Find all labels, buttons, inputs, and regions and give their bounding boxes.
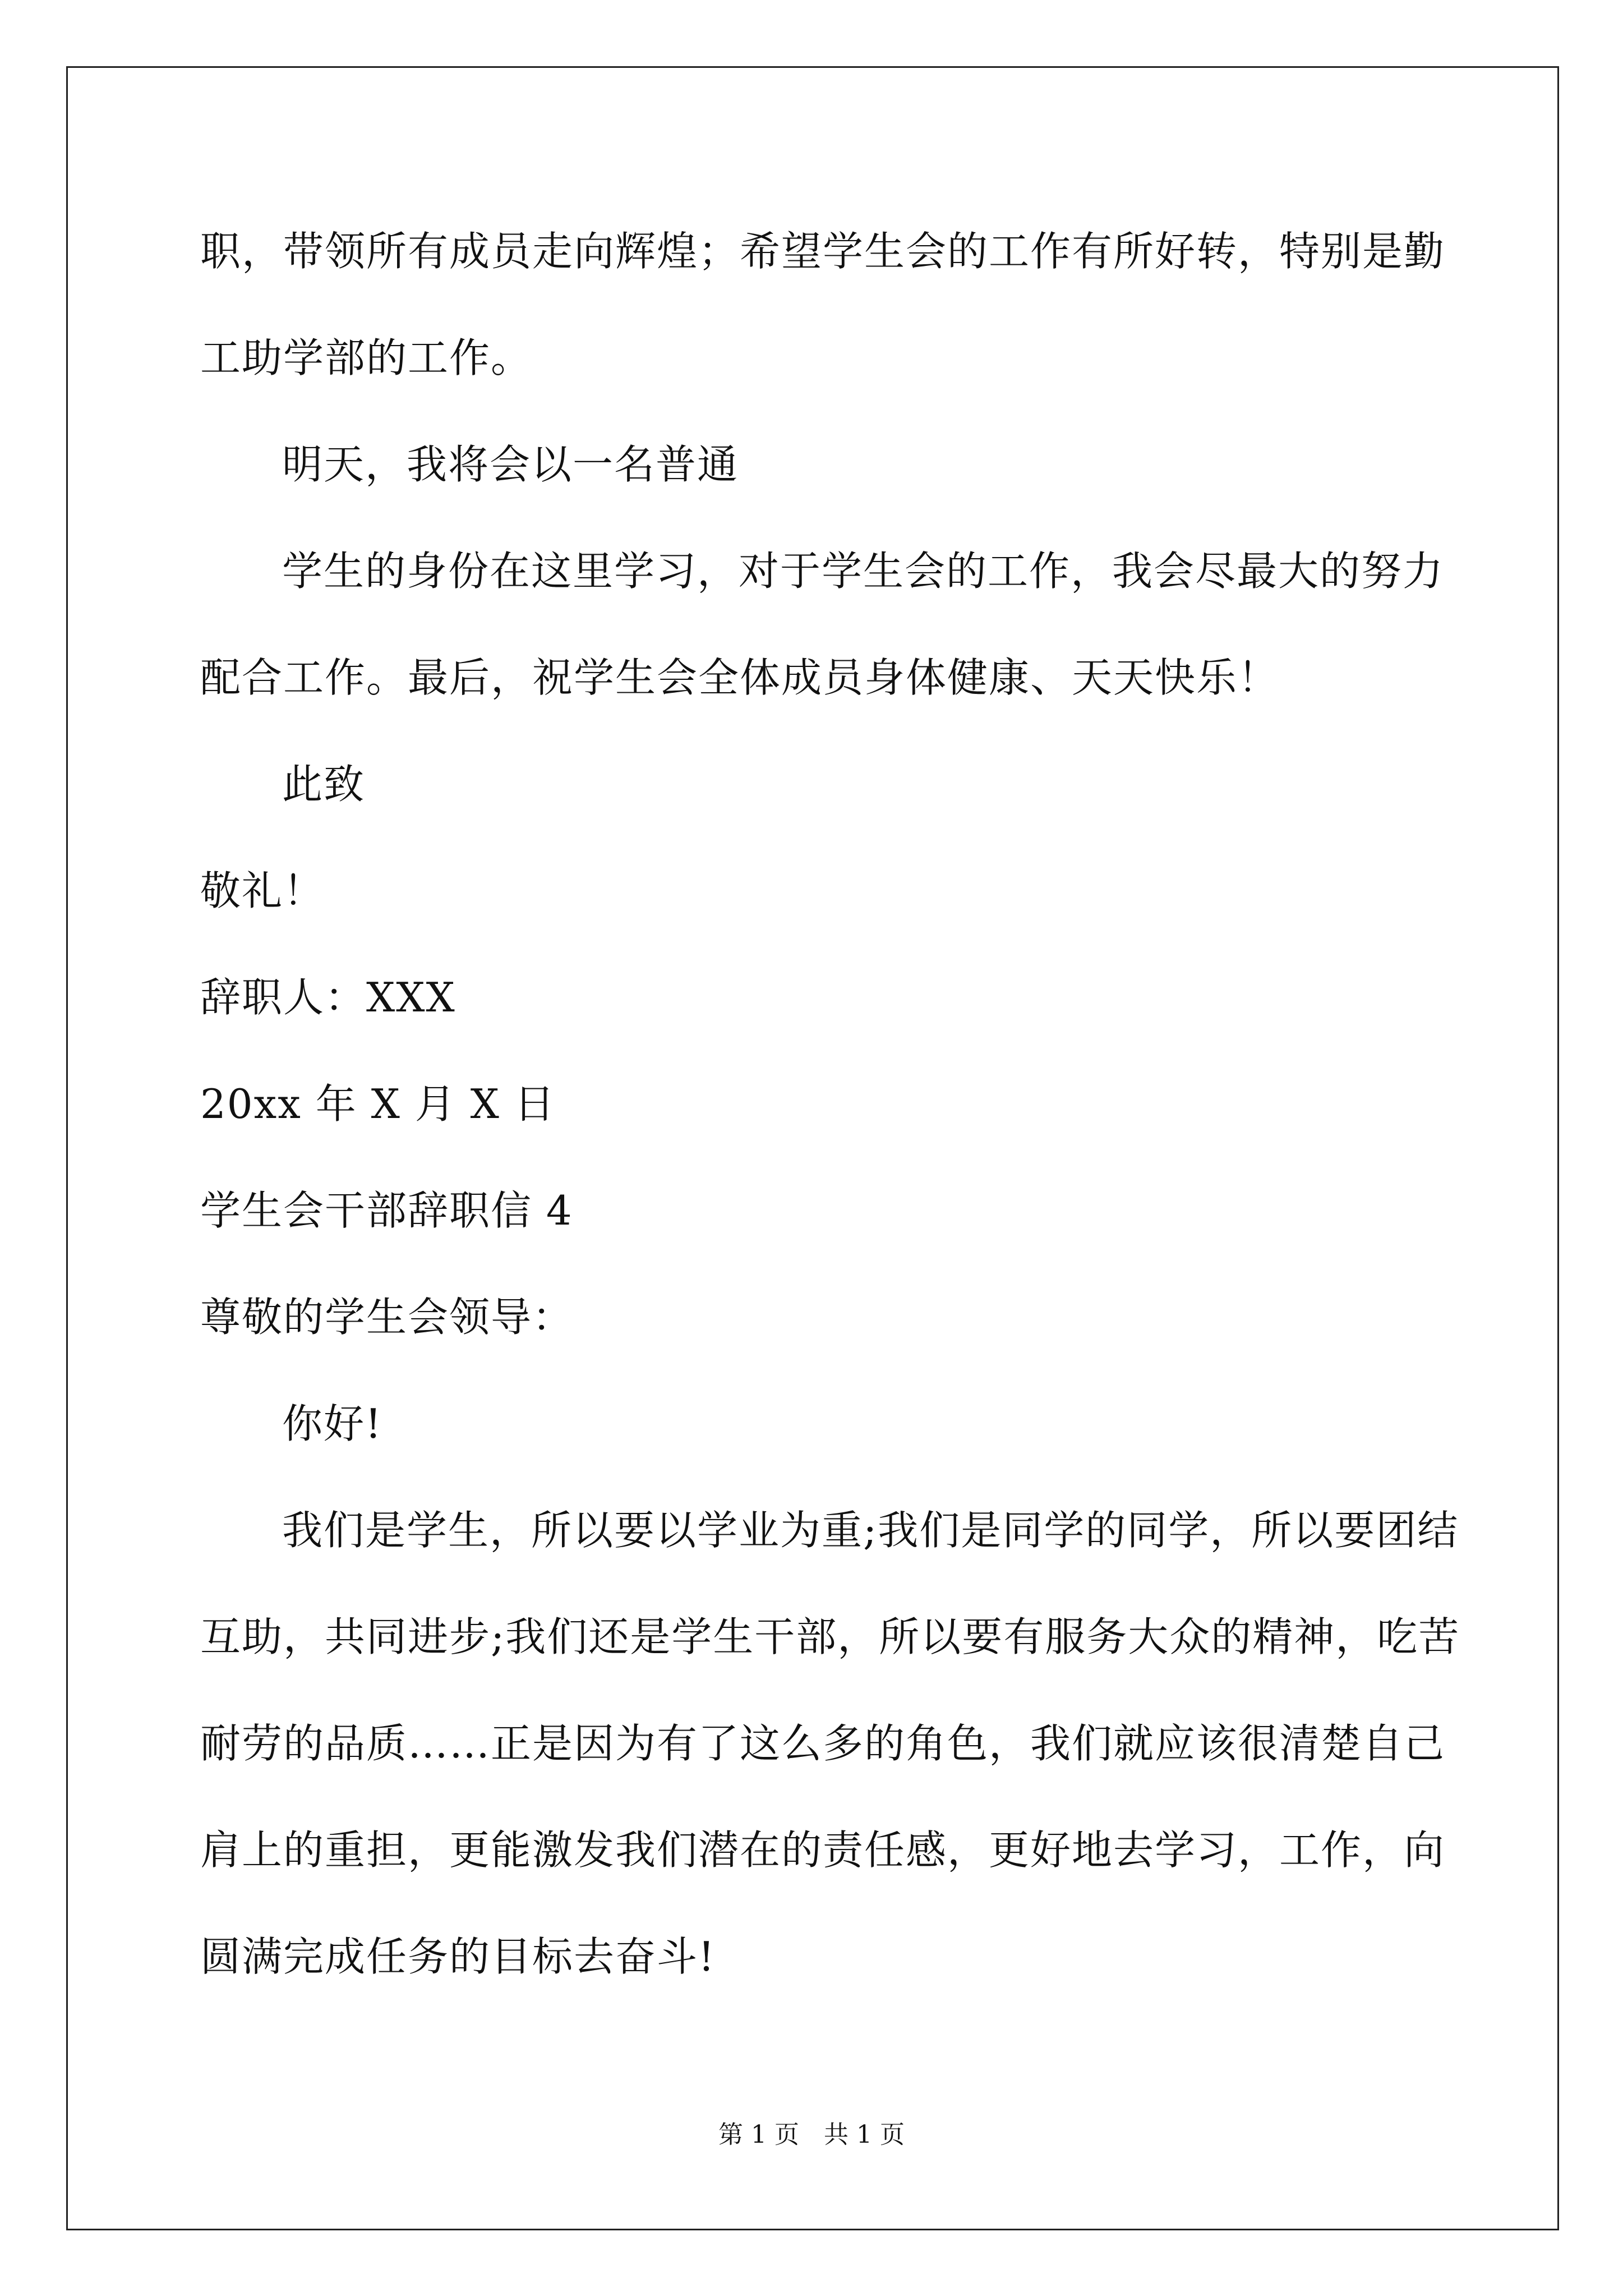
page-border: [66, 66, 1559, 2230]
body-line: 肩上的重担，更能激发我们潜在的责任感，更好地去学习，工作，向: [200, 1826, 1446, 1874]
salutation-line: 此致: [282, 761, 366, 808]
body-line: 工助学部的工作。: [200, 334, 533, 381]
date-line: 20xx 年 X 月 X 日: [200, 1080, 556, 1128]
page-footer: 第 1 页 共 1 页: [718, 2120, 905, 2149]
body-line: 学生的身份在这里学习，对于学生会的工作，我会尽最大的努力: [282, 547, 1445, 595]
salutation-line: 敬礼！: [200, 867, 325, 914]
body-line: 我们是学生，所以要以学业为重;我们是同学的同学，所以要团结: [282, 1507, 1459, 1554]
greeting-line: 你好!: [282, 1400, 382, 1447]
body-line: 圆满完成任务的目标去奋斗!: [200, 1933, 716, 1980]
section-title: 学生会干部辞职信 4: [200, 1187, 573, 1234]
greeting-line: 尊敬的学生会领导：: [200, 1294, 574, 1341]
body-line: 耐劳的品质……正是因为有了这么多的角色，我们就应该很清楚自己: [200, 1720, 1446, 1767]
body-line: 明天，我将会以一名普通: [282, 441, 739, 488]
body-line: 配合工作。最后，祝学生会全体成员身体健康、天天快乐！: [200, 654, 1280, 701]
body-line: 职，带领所有成员走向辉煌；希望学生会的工作有所好转，特别是勤: [200, 228, 1446, 275]
signature-line: 辞职人：XXX: [200, 974, 456, 1021]
body-line: 互助，共同进步;我们还是学生干部，所以要有服务大众的精神，吃苦: [200, 1613, 1460, 1660]
